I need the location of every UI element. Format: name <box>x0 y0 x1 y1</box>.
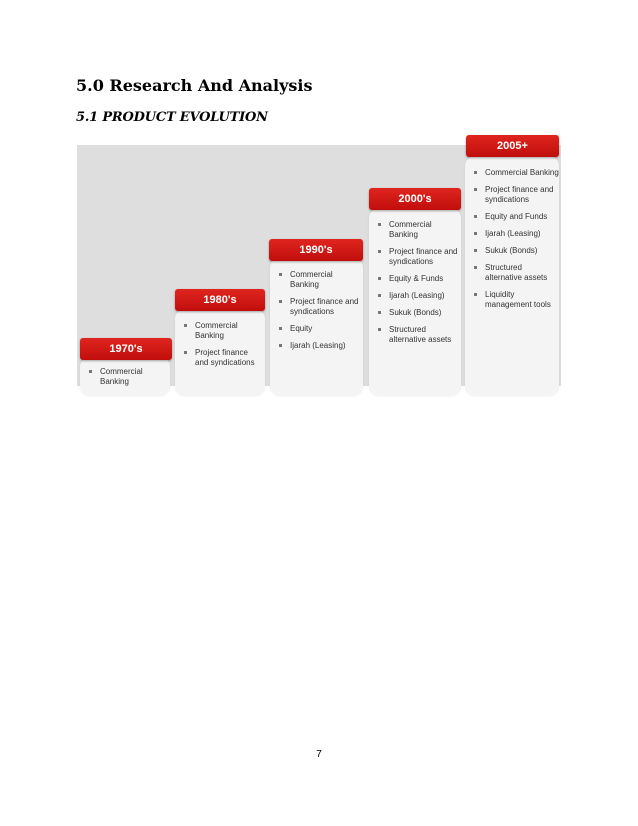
bullet-icon <box>378 328 381 331</box>
era-item-text: Sukuk (Bonds) <box>389 308 442 317</box>
bullet-icon <box>279 300 282 303</box>
era-item <box>377 291 461 301</box>
era-item <box>278 324 362 334</box>
era-item <box>473 246 559 256</box>
era-badge-2005plus: 2005+ <box>466 135 559 157</box>
era-item <box>473 168 559 178</box>
bullet-icon <box>378 294 381 297</box>
bullet-icon <box>474 232 477 235</box>
era-item <box>278 341 362 351</box>
page-number: 7 <box>316 749 322 760</box>
era-item <box>377 308 461 318</box>
era-item <box>473 290 559 310</box>
era-column-1970s <box>80 357 170 396</box>
era-badge-1990s: 1990's <box>269 239 363 261</box>
era-item-text: Commercial Banking <box>290 270 333 289</box>
era-item-text: Ijarah (Leasing) <box>485 229 541 238</box>
era-item-text: Project finance and syndications <box>389 247 458 266</box>
era-item-text: Commercial Banking <box>389 220 432 239</box>
bullet-icon <box>184 324 187 327</box>
bullet-icon <box>474 249 477 252</box>
bullet-icon <box>474 215 477 218</box>
era-item <box>473 263 559 283</box>
era-column-1990s <box>270 258 363 396</box>
era-item-text: Ijarah (Leasing) <box>290 341 346 350</box>
era-item-text: Structured alternative assets <box>389 325 452 344</box>
bullet-icon <box>279 273 282 276</box>
era-item <box>377 274 461 284</box>
bullet-icon <box>474 266 477 269</box>
era-column-2005plus <box>465 156 559 396</box>
era-item <box>377 247 461 267</box>
era-item-text: Project finance and syndications <box>485 185 554 204</box>
era-column-2000s <box>369 208 461 396</box>
era-item <box>183 348 263 368</box>
era-column-1980s <box>175 309 265 396</box>
bullet-icon <box>378 250 381 253</box>
era-item <box>473 212 559 222</box>
era-badge-1970s: 1970's <box>80 338 172 360</box>
bullet-icon <box>474 171 477 174</box>
subsection-heading: 5.1 PRODUCT EVOLUTION <box>76 110 268 125</box>
bullet-icon <box>279 344 282 347</box>
era-item-text: Structured alternative assets <box>485 263 548 282</box>
era-item-text: Liquidity management tools <box>485 290 551 309</box>
bullet-icon <box>378 277 381 280</box>
era-item-text: Commercial Banking <box>100 367 143 386</box>
era-item <box>377 220 461 240</box>
bullet-icon <box>474 293 477 296</box>
era-item-text: Project finance and syndications <box>195 348 255 367</box>
bullet-icon <box>378 223 381 226</box>
era-item-text: Equity and Funds <box>485 212 548 221</box>
era-item <box>473 185 559 205</box>
bullet-icon <box>89 370 92 373</box>
era-item-text: Commercial Banking <box>485 168 559 177</box>
bullet-icon <box>378 311 381 314</box>
era-item <box>88 367 168 387</box>
era-item <box>278 297 362 317</box>
era-badge-1980s: 1980's <box>175 289 265 311</box>
era-item <box>278 270 362 290</box>
era-item-text: Equity <box>290 324 313 333</box>
bullet-icon <box>474 188 477 191</box>
era-item-text: Sukuk (Bonds) <box>485 246 538 255</box>
era-badge-2000s: 2000's <box>369 188 461 210</box>
era-item-text: Commercial Banking <box>195 321 238 340</box>
era-item <box>377 325 461 345</box>
era-item <box>473 229 559 239</box>
section-heading: 5.0 Research And Analysis <box>76 76 313 95</box>
era-item <box>183 321 263 341</box>
era-item-text: Ijarah (Leasing) <box>389 291 445 300</box>
bullet-icon <box>279 327 282 330</box>
era-item-text: Project finance and syndications <box>290 297 359 316</box>
era-item-text: Equity & Funds <box>389 274 444 283</box>
bullet-icon <box>184 351 187 354</box>
